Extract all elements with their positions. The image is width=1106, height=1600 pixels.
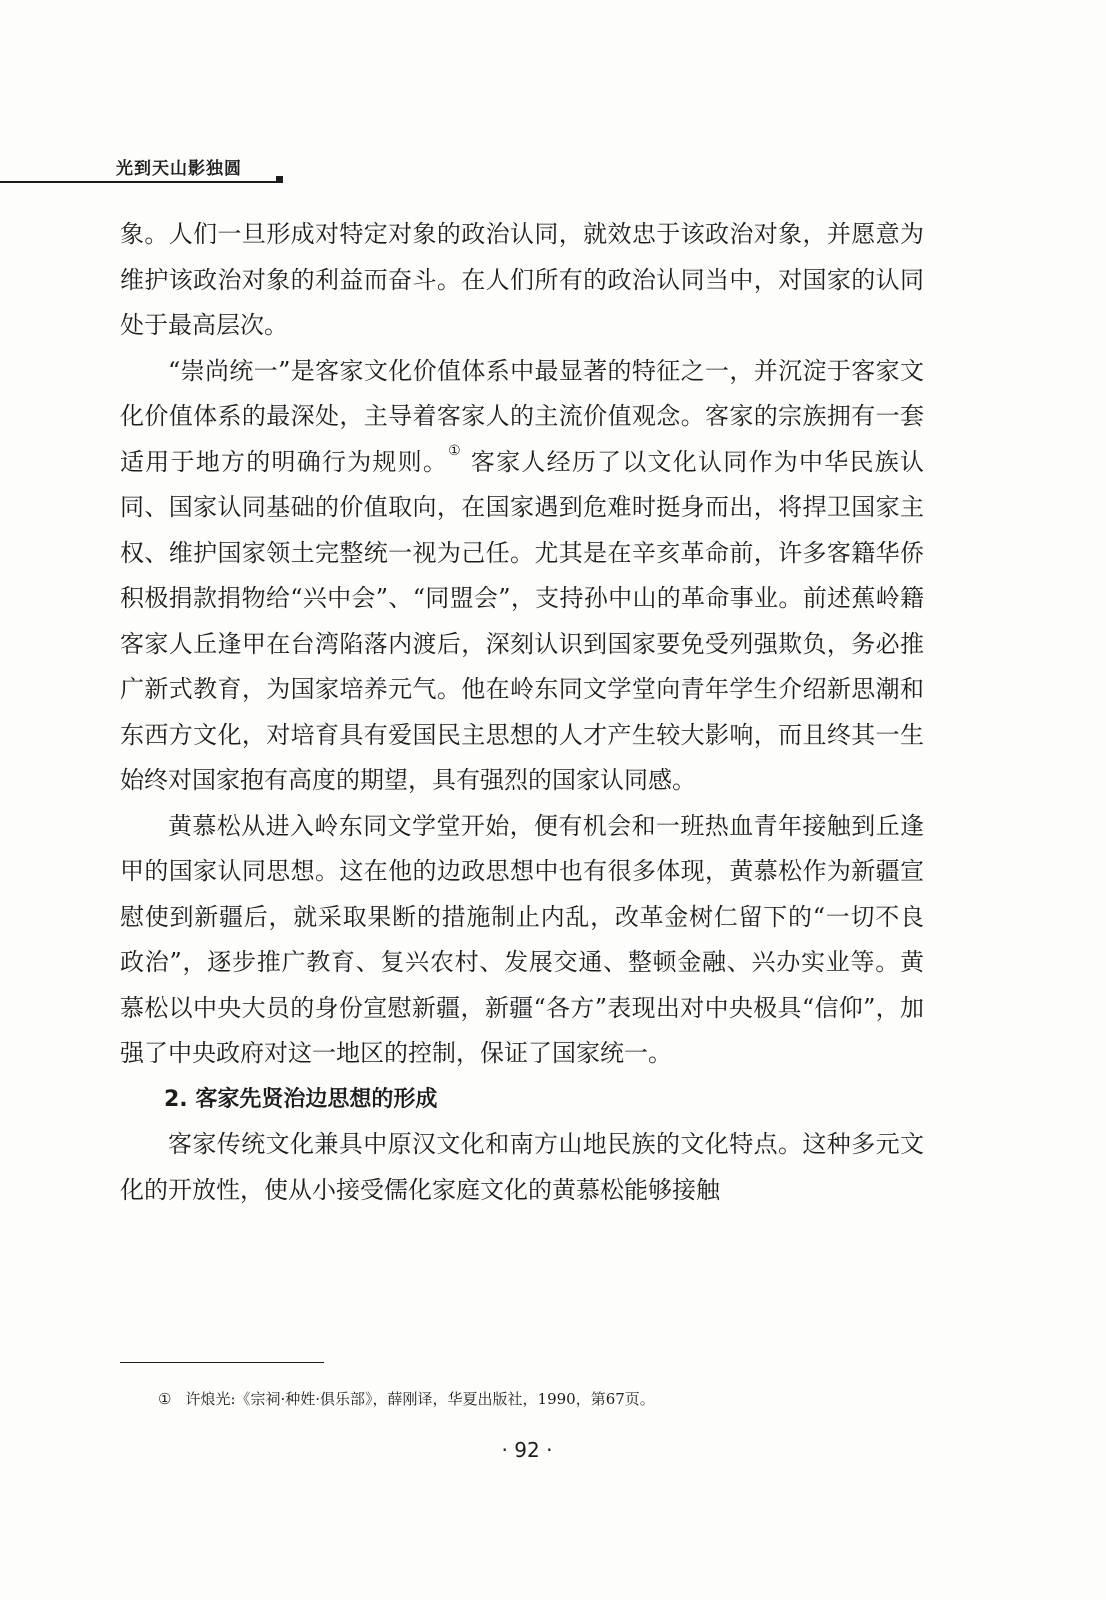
footnote [158,1389,655,1409]
paragraph-2-part-b: 客家人经历了以文化认同作为中华民族认同、国家认同基础的价值取向，在国家遇到危难时挺身而出，将捍卫国家主权、维护国家领土完整统一视为己任。尤其是在辛亥革命前，许多客籍华侨积极捐款捐物给“兴中会”、“同盟会”，支持孙中山的革命事业。前述蕉岭籍客家人丘逢甲在台湾陷落内渡后，深刻认识到国家要免受列强欺负，务必推广新式教育，为国家培养元气。他在岭东同文学堂向青年学生介绍新思潮和东西方文化，对培育具有爱国民主思想的人才产生较大影响，而且终其一生始终对国家抱有高度的期望，具有强烈的国家认同感。 [120,447,924,794]
section-heading: 2. 客家先贤治边思想的形成 [164,1086,438,1112]
body-text [120,212,924,1213]
running-title: 光到天山影独圆 [116,159,242,179]
paragraph-4: 客家传统文化兼具中原汉文化和南方山地民族的文化特点。这种多元文化的开放性，使从小接受儒化家庭文化的黄慕松能够接触 [120,1130,924,1204]
footnote-marker: ① [158,1390,172,1408]
paragraph-2 [120,349,924,804]
footnote-text: 许烺光:《宗祠·种姓·俱乐部》，薛刚译，华夏出版社，1990，第67页。 [185,1390,655,1408]
footnote-rule [120,1362,324,1363]
header-rule [0,181,278,183]
header-square-mark [276,176,283,183]
paragraph-3: 黄慕松从进入岭东同文学堂开始，便有机会和一班热血青年接触到丘逢甲的国家认同思想。这在他的边政思想中也有很多体现，黄慕松作为新疆宣慰使到新疆后，就采取果断的措施制止内乱，改革金树仁留下的“一切不良政治”，逐步推广教育、复兴农村、发展交通、整顿金融、兴办实业等。黄慕松以中央大员的身份宣慰新疆，新疆“各方”表现出对中央极具“信仰”，加强了中央政府对这一地区的控制，保证了国家统一。 [120,811,924,1067]
paragraph-1: 象。人们一旦形成对特定对象的政治认同，就效忠于该政治对象，并愿意为维护该政治对象的利益而奋斗。在人们所有的政治认同当中，对国家的认同处于最高层次。 [120,220,924,339]
running-header [0,154,300,184]
paragraph-2-part-a: “崇尚统一”是客家文化价值体系中最显著的特征之一，并沉淀于客家文化价值体系的最深处，主导着客家人的主流价值观念。客家的宗族拥有一套适用于地方的明确行为规则。 [120,356,924,476]
page-number: · 92 · [501,1438,553,1462]
footnote-reference: ① [448,442,462,459]
